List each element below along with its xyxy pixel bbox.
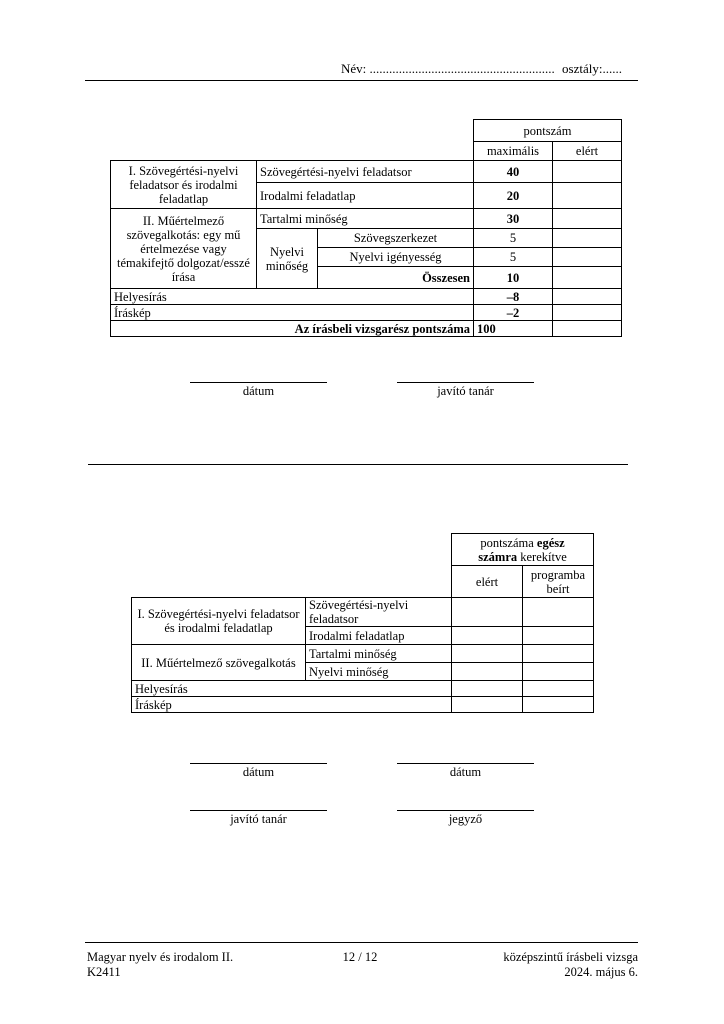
achieved-cell <box>452 681 523 697</box>
footer-page: 12 / 12 <box>342 950 378 964</box>
max-value: 5 <box>474 229 553 248</box>
row-label: Tartalmi minőség <box>306 645 452 663</box>
program-cell <box>523 645 594 663</box>
row-label: Szövegértési-nyelvi feladatsor <box>306 598 452 627</box>
achieved-cell <box>553 229 622 248</box>
name-label: Név: ......................................................... <box>341 61 555 76</box>
score-table-2 <box>131 533 594 713</box>
max-header: maximális <box>474 142 553 161</box>
achieved-cell <box>553 289 622 305</box>
total-label: Az írásbeli vizsgarész pontszáma <box>111 321 474 337</box>
max-value: 40 <box>474 161 553 183</box>
achieved-cell <box>553 209 622 229</box>
achieved-cell <box>553 321 622 337</box>
achieved-cell <box>553 267 622 289</box>
header-rule <box>85 80 638 81</box>
date-label: dátum <box>449 765 482 779</box>
rounded-points-header: pontszáma egész számra kerekítve <box>452 534 594 566</box>
section-divider <box>88 464 628 465</box>
achieved-cell <box>452 697 523 713</box>
program-cell <box>523 627 594 645</box>
row-label: Irodalmi feladatlap <box>257 183 474 209</box>
achieved-header: elért <box>452 566 523 598</box>
notary-signature-line <box>397 810 534 811</box>
max-value: 30 <box>474 209 553 229</box>
section-1-title: I. Szövegértési-nyelvi feladatsor és irodalmi feladatlap <box>111 161 257 209</box>
row-label: Tartalmi minőség <box>257 209 474 229</box>
row-label: Íráskép <box>111 305 474 321</box>
row-label: Helyesírás <box>111 289 474 305</box>
row-label: Összesen <box>318 267 474 289</box>
footer-rule <box>85 942 638 943</box>
achieved-cell <box>452 598 523 627</box>
row-label: Irodalmi feladatlap <box>306 627 452 645</box>
row-label: Íráskép <box>132 697 452 713</box>
name-class-line <box>341 61 641 77</box>
teacher-label: javító tanár <box>230 812 287 826</box>
footer-right <box>438 950 638 980</box>
row-label: Helyesírás <box>132 681 452 697</box>
total-max-value: 100 <box>474 321 553 337</box>
achieved-cell <box>553 305 622 321</box>
program-cell <box>523 663 594 681</box>
teacher-signature-line <box>190 810 327 811</box>
notary-label: jegyző <box>448 812 483 826</box>
achieved-cell <box>452 663 523 681</box>
section-1-title: I. Szövegértési-nyelvi feladatsor és irodalmi feladatlap <box>132 598 306 645</box>
row-label: Nyelvi minőség <box>306 663 452 681</box>
row-label: Nyelvi igényesség <box>318 248 474 267</box>
footer-subject: Magyar nyelv és irodalom II. <box>87 950 234 964</box>
program-header: programba beírt <box>523 566 594 598</box>
section-2-title: II. Műértelmező szövegalkotás: egy mű értelmezése vagy témakifejtő dolgozat/esszé írása <box>111 209 257 289</box>
footer-exam: középszintű írásbeli vizsga <box>503 950 638 964</box>
max-value: 20 <box>474 183 553 209</box>
achieved-header: elért <box>553 142 622 161</box>
max-value: 5 <box>474 248 553 267</box>
achieved-cell <box>452 627 523 645</box>
footer-code: K2411 <box>87 965 121 979</box>
date-signature-line <box>190 763 327 764</box>
date-signature-line <box>190 382 327 383</box>
footer-left <box>87 950 233 980</box>
max-value: 10 <box>474 267 553 289</box>
class-label: osztály:...... <box>562 61 622 76</box>
teacher-signature-line <box>397 382 534 383</box>
nyelvi-label: Nyelvi minőség <box>257 229 318 289</box>
row-label: Szövegszerkezet <box>318 229 474 248</box>
date-label: dátum <box>242 384 275 398</box>
program-cell <box>523 697 594 713</box>
max-value: –8 <box>474 289 553 305</box>
date-signature-line <box>397 763 534 764</box>
date-label: dátum <box>242 765 275 779</box>
achieved-cell <box>553 161 622 183</box>
points-header: pontszám <box>474 120 622 142</box>
program-cell <box>523 681 594 697</box>
row-label: Szövegértési-nyelvi feladatsor <box>257 161 474 183</box>
section-2-title: II. Műértelmező szövegalkotás <box>132 645 306 681</box>
achieved-cell <box>452 645 523 663</box>
program-cell <box>523 598 594 627</box>
footer-date: 2024. május 6. <box>564 965 638 979</box>
achieved-cell <box>553 248 622 267</box>
score-table-1 <box>110 119 622 337</box>
achieved-cell <box>553 183 622 209</box>
teacher-label: javító tanár <box>437 384 494 398</box>
max-value: –2 <box>474 305 553 321</box>
